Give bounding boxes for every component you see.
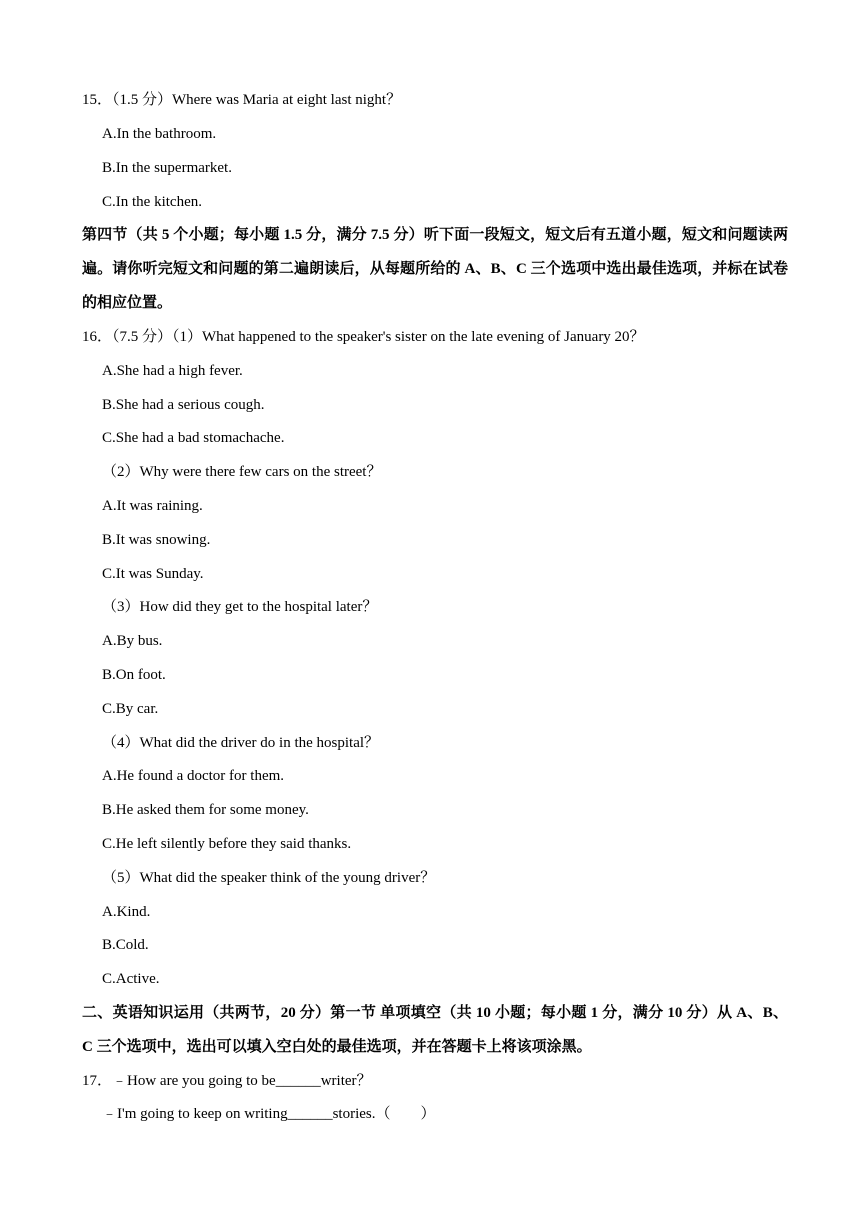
question-16-5-option-a: A.Kind.: [102, 904, 151, 920]
question-15-option-b: B.In the supermarket.: [102, 160, 232, 176]
part-2-instructions-line-1: 二、英语知识运用（共两节，20 分）第一节 单项填空（共 10 小题；每小题 1 分，满分 10 分）从 A、B、: [82, 1005, 788, 1021]
question-16-4-option-b: B.He asked them for some money.: [102, 802, 309, 818]
question-16-5-option-c: C.Active.: [102, 971, 160, 987]
question-16-3-stem: （3）How did they get to the hospital later？: [102, 599, 378, 615]
question-15-stem: 15．（1.5 分）Where was Maria at eight last night？: [82, 92, 402, 108]
question-16-5-stem: （5）What did the speaker think of the young driver？: [102, 870, 436, 886]
section-4-instructions-line-2: 遍。请你听完短文和问题的第二遍朗读后，从每题所给的 A、B、C 三个选项中选出最佳选项，并标在试卷: [82, 261, 788, 277]
question-16-3-option-b: B.On foot.: [102, 667, 166, 683]
question-15-option-a: A.In the bathroom.: [102, 126, 217, 142]
question-17-line-2: ﹣I'm going to keep on writing______stories.（ ）: [102, 1106, 436, 1122]
question-16-4-stem: （4）What did the driver do in the hospital？: [102, 735, 380, 751]
question-16-2-stem: （2）Why were there few cars on the street？: [102, 464, 382, 480]
question-16-1-option-a: A.She had a high fever.: [102, 363, 243, 379]
question-16-2-option-c: C.It was Sunday.: [102, 566, 204, 582]
part-2-instructions-line-2: C 三个选项中，选出可以填入空白处的最佳选项，并在答题卡上将该项涂黑。: [82, 1039, 592, 1055]
question-16-1-option-c: C.She had a bad stomachache.: [102, 430, 285, 446]
question-16-4-option-c: C.He left silently before they said thanks.: [102, 836, 352, 852]
question-16-3-option-c: C.By car.: [102, 701, 159, 717]
question-16-3-option-a: A.By bus.: [102, 633, 163, 649]
question-17-line-1: 17．﹣How are you going to be______writer？: [82, 1073, 372, 1089]
question-16-1-option-b: B.She had a serious cough.: [102, 397, 265, 413]
section-4-instructions-line-3: 的相应位置。: [82, 295, 173, 311]
question-16-stem: 16．（7.5 分）（1）What happened to the speaker's sister on the late evening of January 20？: [82, 329, 645, 345]
question-16-2-option-a: A.It was raining.: [102, 498, 203, 514]
question-16-2-option-b: B.It was snowing.: [102, 532, 211, 548]
question-15-option-c: C.In the kitchen.: [102, 194, 202, 210]
question-16-4-option-a: A.He found a doctor for them.: [102, 768, 285, 784]
section-4-instructions-line-1: 第四节（共 5 个小题；每小题 1.5 分，满分 7.5 分）听下面一段短文，短文后有五道小题，短文和问题读两: [82, 227, 788, 243]
question-16-5-option-b: B.Cold.: [102, 937, 149, 953]
